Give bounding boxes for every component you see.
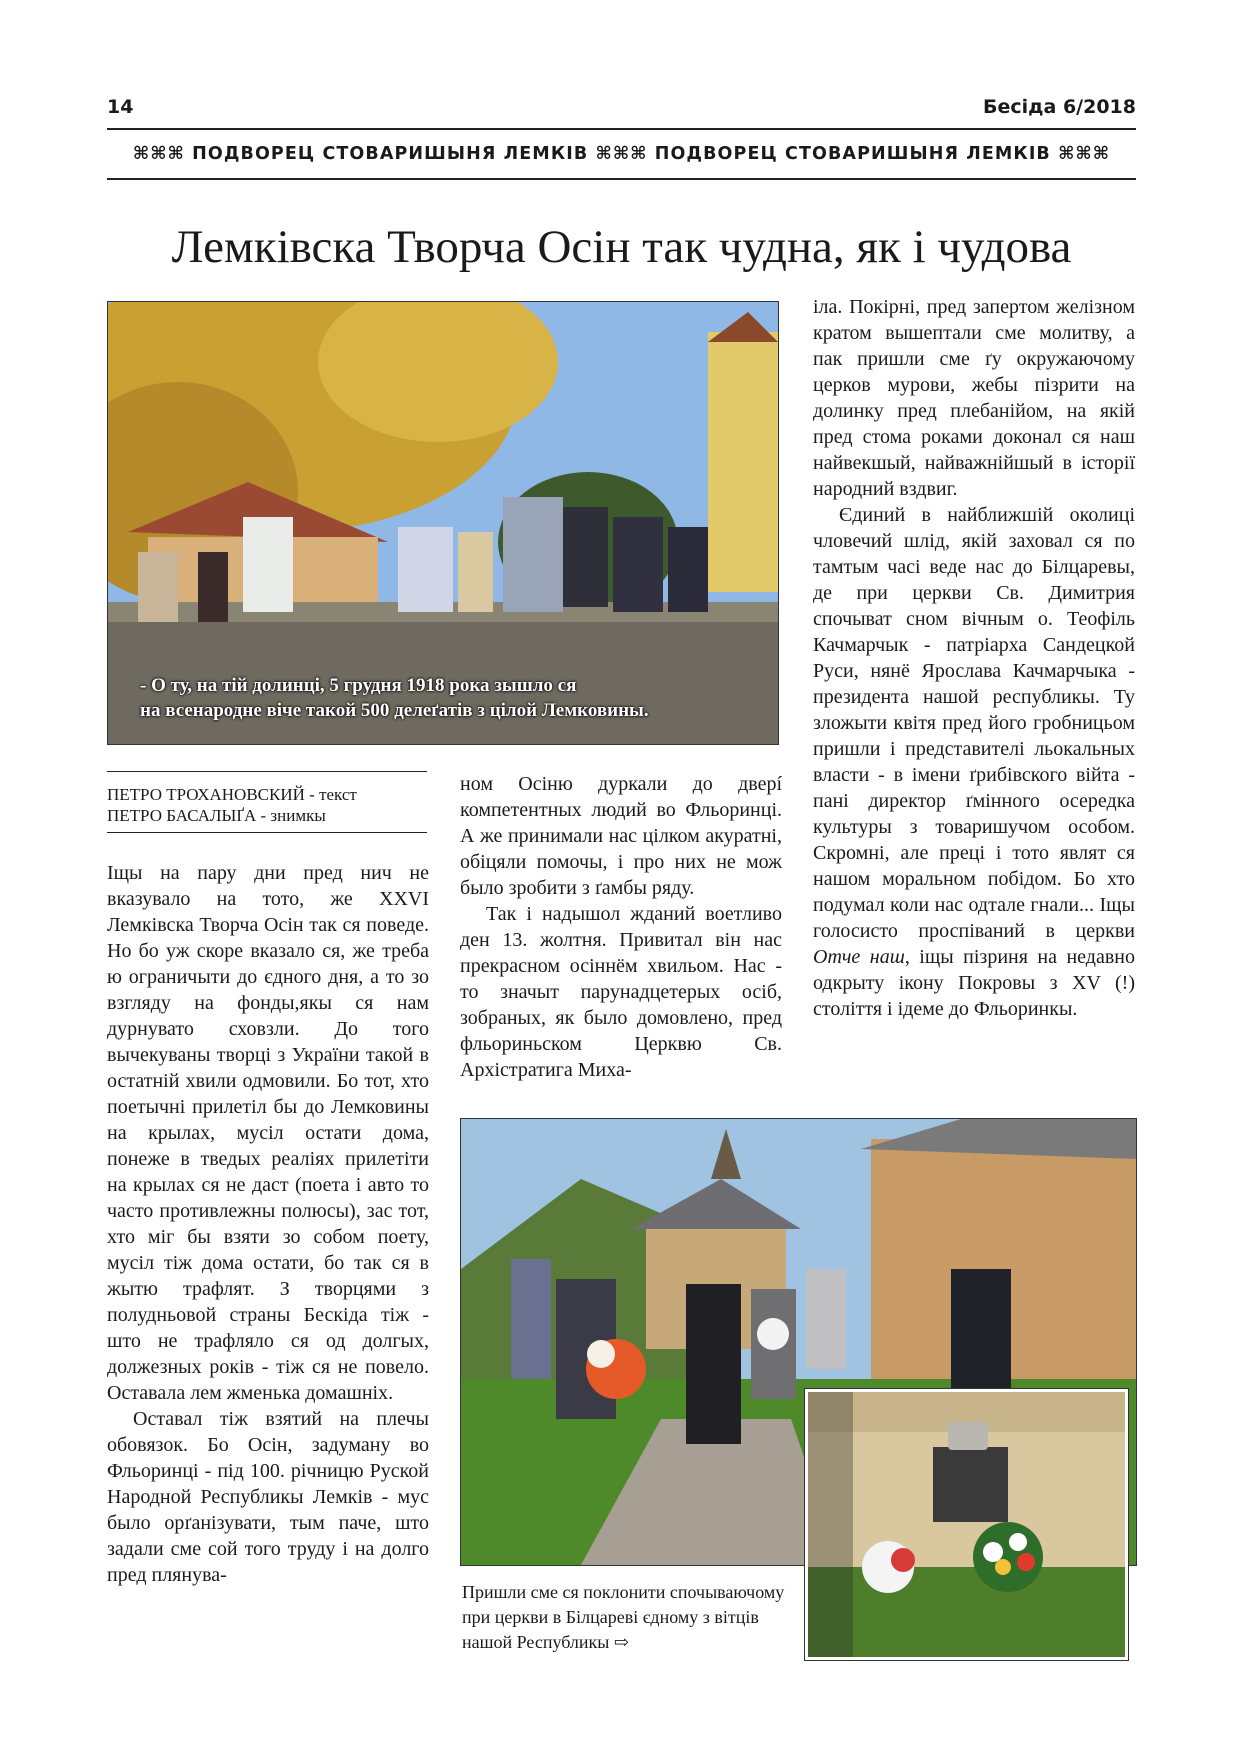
paragraph: ном Осіню дуркали до дверí компетентных людий во Фльоринці. А же принимали нас цілком акуратні, обіцяли помочы, і про них не мож было зробити з ґамбы ряду. — [460, 773, 782, 899]
caption-line: на всенародне віче такой 500 делеґатів з цілой Лемковины. — [140, 700, 649, 721]
ornament-icon: ⌘⌘⌘ — [595, 144, 648, 164]
section-banner — [107, 144, 1136, 164]
paragraph: іла. Покірні, пред запертом желізном кратом вышептали сме молитву, а пак пришли сме ґу окружаючому церков мурови, жебы пізрити на долинку пред плебанійом, на якій пред стома роками доконал ся наш найвекшый, найважнійшый в історії народний вздвиг. — [813, 296, 1135, 500]
author-text: ПЕТРО ТРОХАНОВСКИЙ - текст — [107, 785, 357, 804]
paragraph: Іщы на пару дни пред нич не вказувало на тото, же XXVI Лемківска Творча Осін так ся поведе. Но бо уж скоре вказало ся, же треба ю ограничыти до єдного дня, а то зо взгляду на фонды,якы ся нам дурнувато сховзли. До того вычекуваны творці з України такой в остатній хвили одмовили. Бо тот, хто поетычні прилетіл бы до Лемковины на крылах, мусіл остати дома, понеже в тведых реаліях прилетіти на крылах ся не даст (поета і авто то часто противлежны полюсы), зас тот, хто міг бы взяти зо собом поету, мусіл тіж дома остати, бо так ся в жытю трафлят. З творцями з полудньовой страны Бескіда тіж - што не трафляло ся од долгых, должезных років - тіж ся не повело. Оставала лем жменька домашніх. — [107, 862, 429, 1404]
ornament-icon: ⌘⌘⌘ — [132, 144, 185, 164]
caption-line: - О ту, на тій долинці, 5 грудня 1918 рока зышло ся — [140, 675, 577, 696]
paragraph-text: , іщы пізриня на недавно одкрыту ікону Покровы з XV (!) століття і ідеме до Фльоринкы. — [813, 946, 1135, 1020]
text-column-3 — [813, 294, 1135, 1022]
text-column-1 — [107, 860, 429, 1588]
issue-label: Бесіда 6/2018 — [983, 96, 1136, 118]
article-title: Лемківска Творча Осін так чудна, як і чудова — [171, 221, 1072, 273]
photo-plaque-flowers — [808, 1392, 1125, 1657]
prayer-title: Отче наш — [813, 946, 905, 968]
page-number: 14 — [107, 96, 134, 118]
banner-text: ПОДВОРЕЦ СТОВАРИШЫНЯ ЛЕМКІВ — [192, 144, 589, 164]
paragraph: Оставал тіж взятий на плечы обовязок. Бо Осін, задуману во Фльоринці - під 100. річницю Руской Народной Республикы Лемків - мус было орґанізувати, тым паче, што задали сме сой того труду і на долго пред плянува- — [107, 1408, 429, 1586]
paragraph-text: Єдиний в найближшій околиці чловечий шлід, якій заховал ся по тамтым часі веде нас до Білцаревы, де при церкви Св. Димитрия спочыват сном вічным о. Теофіль Качмарчык - патріарха Сандецкой Руси, нянё Ярослава Качмарчыка - президента нашой республикы. Ту зложыти квітя пред його гробницьом пришли і представителі льокальных власти - в імени ґрибівского війта - пані директор ґмінного осередка культуры з товаришучом особом. Скромні, але преці і тото являт ся нашом моральном побідом. Бо хто подумал коли нас одтале гнали... Іщы голосисто проспіваний в церкви — [813, 504, 1135, 942]
banner-text: ПОДВОРЕЦ СТОВАРИШЫНЯ ЛЕМКІВ — [654, 144, 1051, 164]
paragraph — [813, 502, 1135, 1022]
article-credits — [107, 784, 427, 826]
author-photos: ПЕТРО БАСАЛЫҐА - знимкы — [107, 806, 326, 825]
main-photo-caption — [140, 673, 780, 723]
paragraph: Так і надышол жданий воетливо ден 13. жолтня. Привитал він нас прекрасном осіннём хвильом. Нас - то значыт парунадцетерых осіб, зобраных, як было домовлено, пред фльориньском Церквю Св. Архістратига Миха- — [460, 903, 782, 1081]
procession-photo-caption: Пришли сме ся поклонити спочываючому при церкви в Білцареві єдному з вітців нашой Республикы ⇨ — [462, 1582, 785, 1652]
credits-rule-top — [107, 771, 427, 772]
text-column-2 — [460, 771, 782, 1083]
header-rule-bottom — [107, 178, 1136, 180]
ornament-icon: ⌘⌘⌘ — [1058, 144, 1111, 164]
header-rule-top — [107, 128, 1136, 130]
credits-rule-bottom — [107, 832, 427, 833]
inset-plaque-photo — [805, 1389, 1128, 1660]
